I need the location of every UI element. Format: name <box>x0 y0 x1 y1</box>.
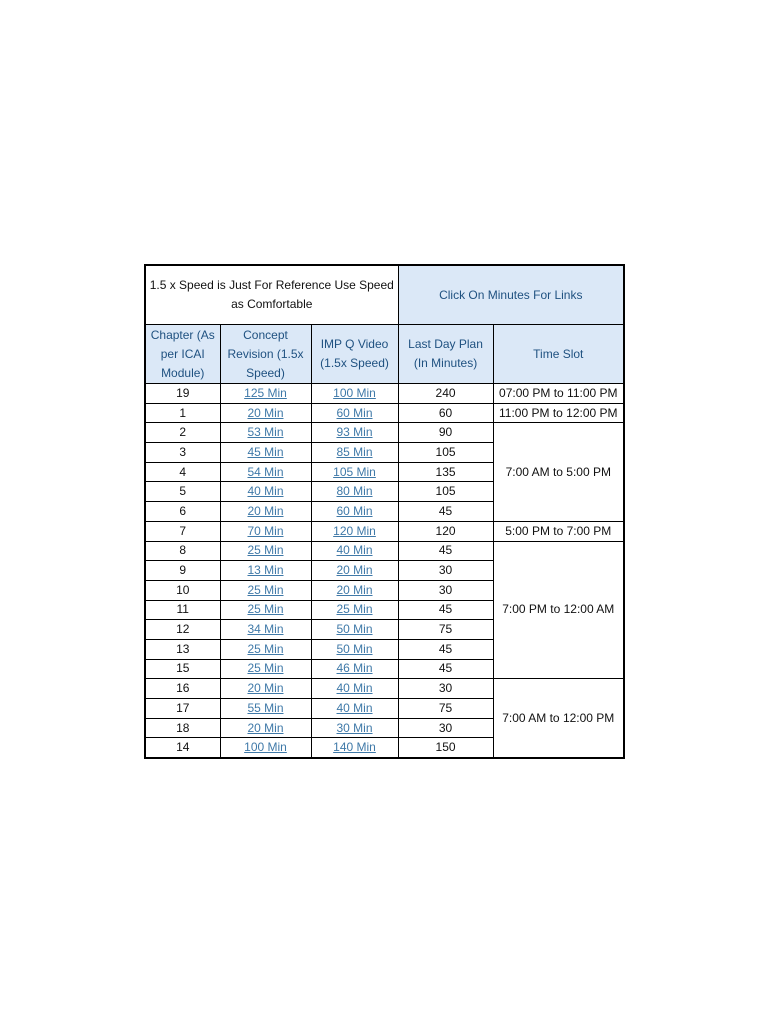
impq-link[interactable]: 20 Min <box>336 563 373 578</box>
concept-link[interactable]: 25 Min <box>247 602 284 617</box>
concept-link[interactable]: 40 Min <box>247 484 284 499</box>
chapter-cell: 14 <box>145 738 220 758</box>
chapter-cell: 5 <box>145 482 220 502</box>
chapter-cell: 12 <box>145 620 220 640</box>
plan-cell: 135 <box>398 462 493 482</box>
impq-cell <box>311 423 398 443</box>
header-concept-revision: Concept Revision (1.5x Speed) <box>220 325 311 384</box>
concept-cell <box>220 659 311 679</box>
table-row <box>145 384 624 404</box>
concept-cell <box>220 502 311 522</box>
impq-link[interactable]: 80 Min <box>336 484 373 499</box>
time-slot-cell: 07:00 PM to 11:00 PM <box>493 384 624 404</box>
concept-cell <box>220 699 311 719</box>
concept-link[interactable]: 20 Min <box>247 405 284 420</box>
table-note-row <box>145 265 624 325</box>
impq-link[interactable]: 93 Min <box>336 425 373 440</box>
chapter-cell: 13 <box>145 639 220 659</box>
plan-cell: 45 <box>398 659 493 679</box>
time-slot-cell: 7:00 AM to 5:00 PM <box>493 423 624 521</box>
impq-link[interactable]: 40 Min <box>336 681 373 696</box>
time-slot-cell: 7:00 AM to 12:00 PM <box>493 679 624 758</box>
chapter-cell: 1 <box>145 403 220 423</box>
time-slot-cell: 11:00 PM to 12:00 PM <box>493 403 624 423</box>
concept-link[interactable]: 25 Min <box>247 661 284 676</box>
plan-cell: 150 <box>398 738 493 758</box>
concept-cell <box>220 541 311 561</box>
impq-cell <box>311 541 398 561</box>
impq-cell <box>311 600 398 620</box>
concept-cell <box>220 462 311 482</box>
chapter-cell: 9 <box>145 561 220 581</box>
table-row <box>145 423 624 443</box>
concept-link[interactable]: 54 Min <box>247 464 284 479</box>
concept-link[interactable]: 45 Min <box>247 444 284 459</box>
concept-link[interactable]: 20 Min <box>247 503 284 518</box>
time-slot-cell: 5:00 PM to 7:00 PM <box>493 521 624 541</box>
impq-cell <box>311 679 398 699</box>
concept-link[interactable]: 70 Min <box>247 523 284 538</box>
impq-cell <box>311 659 398 679</box>
chapter-cell: 18 <box>145 718 220 738</box>
plan-cell: 30 <box>398 718 493 738</box>
impq-cell <box>311 699 398 719</box>
plan-cell: 120 <box>398 521 493 541</box>
concept-cell <box>220 738 311 758</box>
plan-cell: 75 <box>398 620 493 640</box>
chapter-cell: 17 <box>145 699 220 719</box>
concept-link[interactable]: 25 Min <box>247 641 284 656</box>
concept-cell <box>220 521 311 541</box>
impq-cell <box>311 384 398 404</box>
plan-cell: 105 <box>398 443 493 463</box>
concept-link[interactable]: 34 Min <box>247 622 284 637</box>
impq-cell <box>311 580 398 600</box>
impq-cell <box>311 403 398 423</box>
concept-cell <box>220 718 311 738</box>
concept-cell <box>220 384 311 404</box>
speed-note: 1.5 x Speed is Just For Reference Use Speed as Comfortable <box>145 265 398 325</box>
impq-link[interactable]: 85 Min <box>336 444 373 459</box>
impq-link[interactable]: 60 Min <box>336 405 373 420</box>
impq-cell <box>311 561 398 581</box>
chapter-cell: 4 <box>145 462 220 482</box>
plan-cell: 105 <box>398 482 493 502</box>
concept-cell <box>220 561 311 581</box>
impq-cell <box>311 482 398 502</box>
plan-cell: 30 <box>398 679 493 699</box>
study-plan-table <box>144 264 625 759</box>
plan-cell: 90 <box>398 423 493 443</box>
concept-cell <box>220 639 311 659</box>
impq-link[interactable]: 120 Min <box>333 523 376 538</box>
impq-cell <box>311 620 398 640</box>
chapter-cell: 3 <box>145 443 220 463</box>
concept-cell <box>220 580 311 600</box>
impq-cell <box>311 738 398 758</box>
impq-link[interactable]: 50 Min <box>336 641 373 656</box>
concept-link[interactable]: 25 Min <box>247 543 284 558</box>
plan-cell: 75 <box>398 699 493 719</box>
header-chapter: Chapter (As per ICAI Module) <box>145 325 220 384</box>
plan-cell: 240 <box>398 384 493 404</box>
chapter-cell: 8 <box>145 541 220 561</box>
plan-cell: 45 <box>398 541 493 561</box>
impq-link[interactable]: 40 Min <box>336 543 373 558</box>
impq-link[interactable]: 50 Min <box>336 622 373 637</box>
concept-link[interactable]: 25 Min <box>247 582 284 597</box>
concept-link[interactable]: 13 Min <box>247 563 284 578</box>
concept-cell <box>220 600 311 620</box>
chapter-cell: 2 <box>145 423 220 443</box>
plan-cell: 45 <box>398 639 493 659</box>
chapter-cell: 6 <box>145 502 220 522</box>
concept-link[interactable]: 20 Min <box>247 720 284 735</box>
chapter-cell: 7 <box>145 521 220 541</box>
table-row <box>145 679 624 699</box>
concept-link[interactable]: 20 Min <box>247 681 284 696</box>
plan-cell: 30 <box>398 561 493 581</box>
time-slot-cell: 7:00 PM to 12:00 AM <box>493 541 624 679</box>
plan-cell: 30 <box>398 580 493 600</box>
impq-link[interactable]: 100 Min <box>333 385 376 400</box>
impq-link[interactable]: 25 Min <box>336 602 373 617</box>
impq-cell <box>311 462 398 482</box>
impq-link[interactable]: 30 Min <box>336 720 373 735</box>
concept-cell <box>220 403 311 423</box>
impq-cell <box>311 718 398 738</box>
concept-cell <box>220 679 311 699</box>
table-row <box>145 541 624 561</box>
table-row <box>145 403 624 423</box>
chapter-cell: 19 <box>145 384 220 404</box>
concept-cell <box>220 443 311 463</box>
impq-link[interactable]: 105 Min <box>333 464 376 479</box>
impq-link[interactable]: 40 Min <box>336 700 373 715</box>
chapter-cell: 16 <box>145 679 220 699</box>
impq-link[interactable]: 60 Min <box>336 503 373 518</box>
plan-cell: 60 <box>398 403 493 423</box>
impq-link[interactable]: 46 Min <box>336 661 373 676</box>
chapter-cell: 10 <box>145 580 220 600</box>
plan-cell: 45 <box>398 600 493 620</box>
concept-cell <box>220 423 311 443</box>
impq-link[interactable]: 20 Min <box>336 582 373 597</box>
chapter-cell: 15 <box>145 659 220 679</box>
impq-cell <box>311 502 398 522</box>
header-time-slot: Time Slot <box>493 325 624 384</box>
concept-link[interactable]: 125 Min <box>244 385 287 400</box>
header-imp-q-video: IMP Q Video (1.5x Speed) <box>311 325 398 384</box>
concept-cell <box>220 620 311 640</box>
header-last-day-plan: Last Day Plan (In Minutes) <box>398 325 493 384</box>
column-header-row <box>145 325 624 384</box>
concept-cell <box>220 482 311 502</box>
impq-cell <box>311 639 398 659</box>
impq-link[interactable]: 140 Min <box>333 740 376 755</box>
plan-cell: 45 <box>398 502 493 522</box>
links-hint: Click On Minutes For Links <box>398 265 624 325</box>
impq-cell <box>311 443 398 463</box>
concept-link[interactable]: 53 Min <box>247 425 284 440</box>
concept-link[interactable]: 55 Min <box>247 700 284 715</box>
chapter-cell: 11 <box>145 600 220 620</box>
impq-cell <box>311 521 398 541</box>
table-row <box>145 521 624 541</box>
concept-link[interactable]: 100 Min <box>244 740 287 755</box>
